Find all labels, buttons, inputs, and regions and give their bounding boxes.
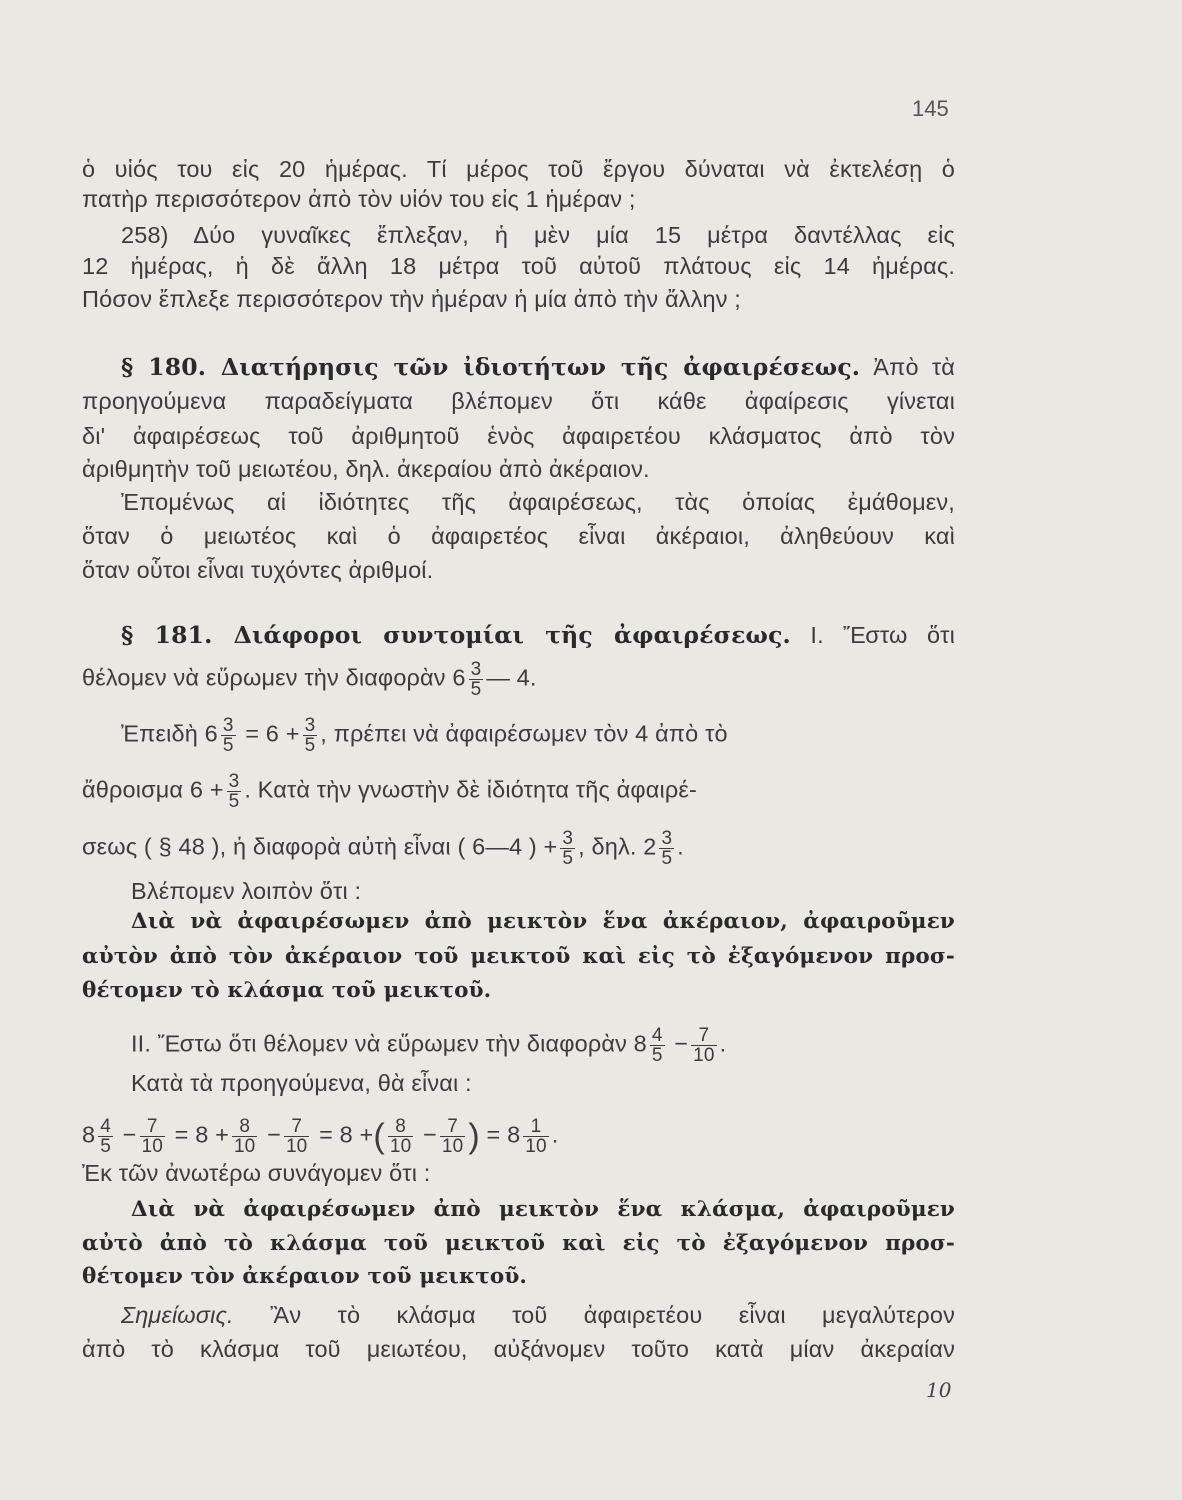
text-line: ὁ υἱός του εἰς 20 ἡμέρας. Τί μέρος τοῦ ἔργου δύναται νὰ ἐκτελέσῃ ὁ bbox=[82, 156, 955, 182]
fraction: $\frac{7}{10}$ bbox=[285, 1116, 308, 1157]
fraction: $\frac{7}{10}$ bbox=[693, 1025, 715, 1066]
section-180-heading: § 180. Διατήρησις τῶν ἰδιοτήτων τῆς ἀφαιρέσεως. bbox=[121, 353, 861, 381]
text-line: Ἐπομένως αἱ ἰδιότητες τῆς ἀφαιρέσεως, τὰς ὁποίας ἐμάθομεν, bbox=[121, 489, 955, 515]
fraction: $\frac{7}{10}$ bbox=[141, 1116, 163, 1157]
math-line: θέλομεν νὰ εὕρωμεν τὴν διαφορὰν 6 $\frac{3}{5}$ — 4. bbox=[82, 659, 537, 700]
fraction: $\frac{3}{5}$ bbox=[228, 771, 240, 812]
math-line: Ἐπειδὴ 6 $\frac{3}{5}$ = 6 + $\frac{3}{5}$ , πρέπει νὰ ἀφαιρέσωμεν τὸν 4 ἀπὸ τὸ bbox=[121, 715, 728, 756]
text-line: 12 ἡμέρας, ἡ δὲ ἄλλη 18 μέτρα τοῦ αὐτοῦ πλάτους εἰς 14 ἡμέρας. bbox=[82, 253, 955, 279]
fraction: $\frac{8}{10}$ bbox=[389, 1116, 412, 1157]
fraction: $\frac{3}{5}$ bbox=[222, 715, 234, 756]
text-line: δι' ἀφαιρέσεως τοῦ ἀριθμητοῦ ἑνὸς ἀφαιρετέου κλάσματος ἀπὸ τὸν bbox=[82, 423, 955, 449]
fraction: $\frac{7}{10}$ bbox=[441, 1116, 464, 1157]
fraction: $\frac{4}{5}$ bbox=[100, 1116, 111, 1157]
text-line: προηγούμενα παραδείγματα βλέπομεν ὅτι κάθε ἀφαίρεσις γίνεται bbox=[82, 388, 955, 414]
section-181-heading: § 181. Διάφοροι συντομίαι τῆς ἀφαιρέσεως. bbox=[121, 621, 791, 649]
text-line: Βλέπομεν λοιπὸν ὅτι : bbox=[131, 878, 362, 904]
rule-text: Διὰ νὰ ἀφαιρέσωμεν ἀπὸ μεικτὸν ἕνα ἀκέραιον, ἀφαιροῦμεν bbox=[131, 909, 955, 934]
section-180-line: § 180. Διατήρησις τῶν ἰδιοτήτων τῆς ἀφαιρέσεως. Ἀπὸ τὰ bbox=[121, 353, 955, 381]
rule-text: θέτομεν τὸ κλάσμα τοῦ μεικτοῦ. bbox=[82, 978, 492, 1003]
text-line: Κατὰ τὰ προηγούμενα, θὰ εἶναι : bbox=[131, 1070, 472, 1096]
exercise-258: 258) Δύο γυναῖκες ἔπλεξαν, ἡ μὲν μία 15 μέτρα δαντέλλας εἰς bbox=[121, 222, 955, 248]
text-line: πατὴρ περισσότερον ἀπὸ τὸν υἱόν του εἰς 1 ἡμέραν ; bbox=[82, 186, 636, 212]
signature-mark: 10 bbox=[926, 1378, 952, 1402]
text-line: ἀριθμητὴν τοῦ μειωτέου, δηλ. ἀκεραίου ἀπὸ ἀκέραιον. bbox=[82, 456, 650, 482]
fraction: $\frac{3}{5}$ bbox=[304, 715, 316, 756]
note-label: Σημείωσις. bbox=[121, 1302, 234, 1328]
math-line: ἄθροισμα 6 + $\frac{3}{5}$ . Κατὰ τὴν γνωστὴν δὲ ἰδιότητα τῆς ἀφαιρέ- bbox=[82, 771, 697, 812]
math-line: ΙΙ. Ἔστω ὅτι θέλομεν νὰ εὕρωμεν τὴν διαφορὰν 8 $\frac{4}{5}$ − $\frac{7}{10}$ . bbox=[131, 1025, 727, 1066]
fraction: $\frac{1}{10}$ bbox=[525, 1116, 547, 1157]
rule-text: αὐτὸν ἀπὸ τὸν ἀκέραιον τοῦ μεικτοῦ καὶ εἰς τὸ ἐξαγόμενον προσ- bbox=[82, 944, 955, 969]
page-number: 145 bbox=[912, 96, 949, 121]
note-line: Σημείωσις. Ἂν τὸ κλάσμα τοῦ ἀφαιρετέου εἶναι μεγαλύτερον bbox=[121, 1302, 956, 1328]
fraction: $\frac{8}{10}$ bbox=[233, 1116, 256, 1157]
section-181-line: § 181. Διάφοροι συντομίαι τῆς ἀφαιρέσεως. Ι. Ἔστω ὅτι bbox=[121, 621, 955, 649]
fraction: $\frac{4}{5}$ bbox=[651, 1025, 663, 1066]
text-line: ἀπὸ τὸ κλάσμα τοῦ μειωτέου, αὐξάνομεν τοῦτο κατὰ μίαν ἀκεραίαν bbox=[82, 1336, 955, 1362]
fraction: $\frac{3}{5}$ bbox=[661, 828, 673, 869]
rule-text: θέτομεν τὸν ἀκέραιον τοῦ μεικτοῦ. bbox=[82, 1264, 528, 1289]
text-line: Ἐκ τῶν ἀνωτέρω συνάγομεν ὅτι : bbox=[82, 1160, 431, 1186]
math-line: σεως ( § 48 ), ἡ διαφορὰ αὐτὴ εἶναι ( 6—4 ) + $\frac{3}{5}$ , δηλ. 2 $\frac{3}{5}$ . bbox=[82, 828, 684, 869]
fraction: $\frac{3}{5}$ bbox=[562, 828, 574, 869]
fraction: $\frac{3}{5}$ bbox=[470, 659, 482, 700]
math-equation: 8 $\frac{4}{5}$ − $\frac{7}{10}$ = 8 + $\frac{8}{10}$ − $\frac{7}{10}$ = 8 +( $\frac{8}{10}$ − $\frac{7}{10}$ ) = 8 $\frac{1}{10}$ . bbox=[82, 1116, 559, 1157]
text-line: ὅταν οὗτοι εἶναι τυχόντες ἀριθμοί. bbox=[82, 557, 434, 583]
text-line: Πόσον ἔπλεξε περισσότερον τὴν ἡμέραν ἡ μία ἀπὸ τὴν ἄλλην ; bbox=[82, 286, 741, 312]
rule-text: Διὰ νὰ ἀφαιρέσωμεν ἀπὸ μεικτὸν ἕνα κλάσμα, ἀφαιροῦμεν bbox=[131, 1197, 955, 1222]
rule-text: αὐτὸ ἀπὸ τὸ κλάσμα τοῦ μεικτοῦ καὶ εἰς τὸ ἐξαγόμενον προσ- bbox=[82, 1231, 955, 1256]
text-line: ὅταν ὁ μειωτέος καὶ ὁ ἀφαιρετέος εἶναι ἀκέραιοι, ἀληθεύουν καὶ bbox=[82, 523, 955, 549]
